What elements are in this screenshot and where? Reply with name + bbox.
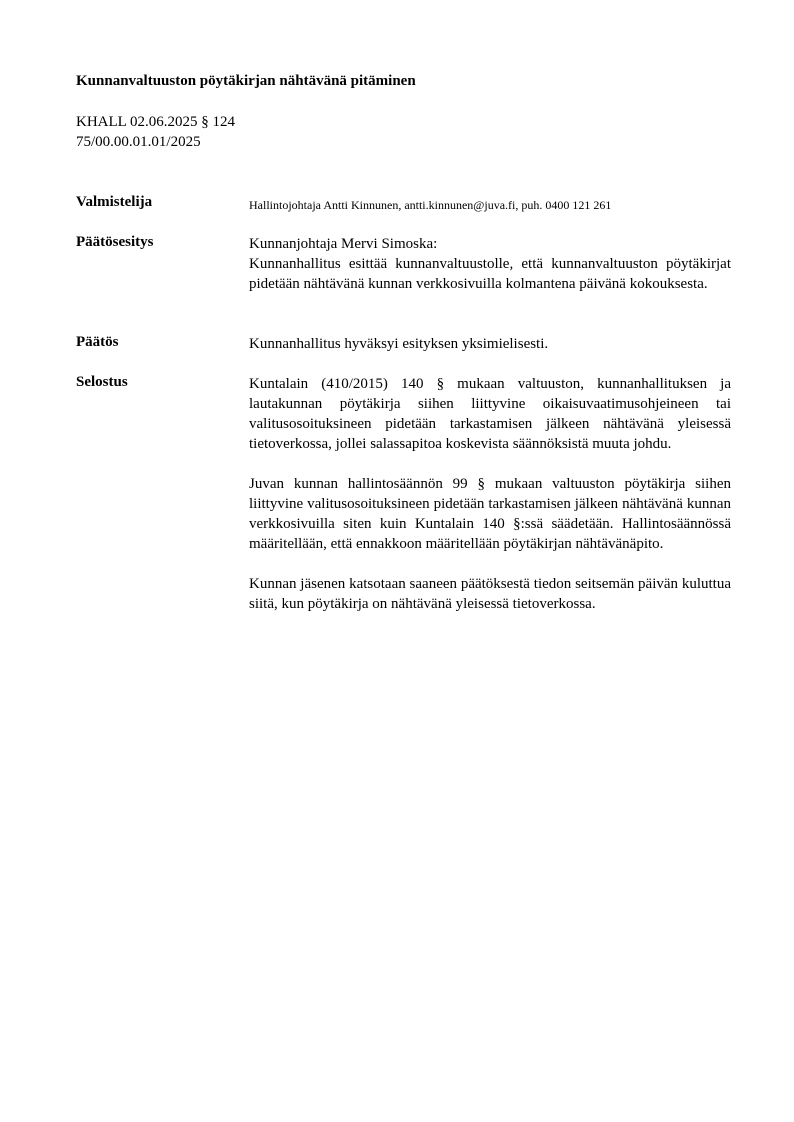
preparer-label: Valmistelija [76, 194, 153, 210]
explanation-paragraph: Kuntalain (410/2015) 140 § mukaan valtuuston, kunnanhallituksen ja lautakunnan pöytäkirja siihen liittyvine oikaisuvaatimusohjeineen tai valitusosoituksineen pidetään tarkastamisen jälkeen nähtävänä yleisessä tietoverkossa, jollei salassapitoa koskevista säännöksistä muuta johdu. [249, 376, 731, 452]
proposal-text: Kunnanhallitus esittää kunnanvaltuustolle, että kunnanvaltuuston pöytäkirjat pidetään nähtävänä kunnan verkkosivuilla kolmantena päivänä kokouksesta. [249, 256, 731, 292]
decision-section [249, 334, 731, 354]
preparer-text: Hallintojohtaja Antti Kinnunen, antti.kinnunen@juva.fi, puh. 0400 121 261 [249, 198, 612, 212]
proposal-label: Päätösesitys [76, 234, 154, 250]
preparer-section [249, 195, 731, 215]
proposal-section [249, 234, 731, 294]
proposal-proposer: Kunnanjohtaja Mervi Simoska: [249, 236, 438, 252]
explanation-section [249, 374, 731, 614]
decision-label: Päätös [76, 334, 119, 350]
diary-number: 75/00.00.01.01/2025 [76, 134, 201, 150]
explanation-label: Selostus [76, 374, 128, 390]
document-title: Kunnanvaltuuston pöytäkirjan nähtävänä pitäminen [76, 73, 416, 89]
decision-text: Kunnanhallitus hyväksyi esityksen yksimielisesti. [249, 336, 549, 352]
explanation-paragraph: Juvan kunnan hallintosäännön 99 § mukaan valtuuston pöytäkirja siihen liittyvine valitusosoituksineen pidetään tarkastamisen jälkeen nähtävänä kunnan verkkosivuilla siten kuin Kuntalain 140 §:ssä säädetään. Hallintosäännössä määritellään, että ennakkoon määritellään pöytäkirjan nähtävänäpito. [249, 476, 731, 552]
meeting-reference: KHALL 02.06.2025 § 124 [76, 114, 236, 130]
explanation-paragraph: Kunnan jäsenen katsotaan saaneen päätöksestä tiedon seitsemän päivän kuluttua siitä, kun pöytäkirja on nähtävänä yleisessä tietoverkossa. [249, 576, 731, 612]
